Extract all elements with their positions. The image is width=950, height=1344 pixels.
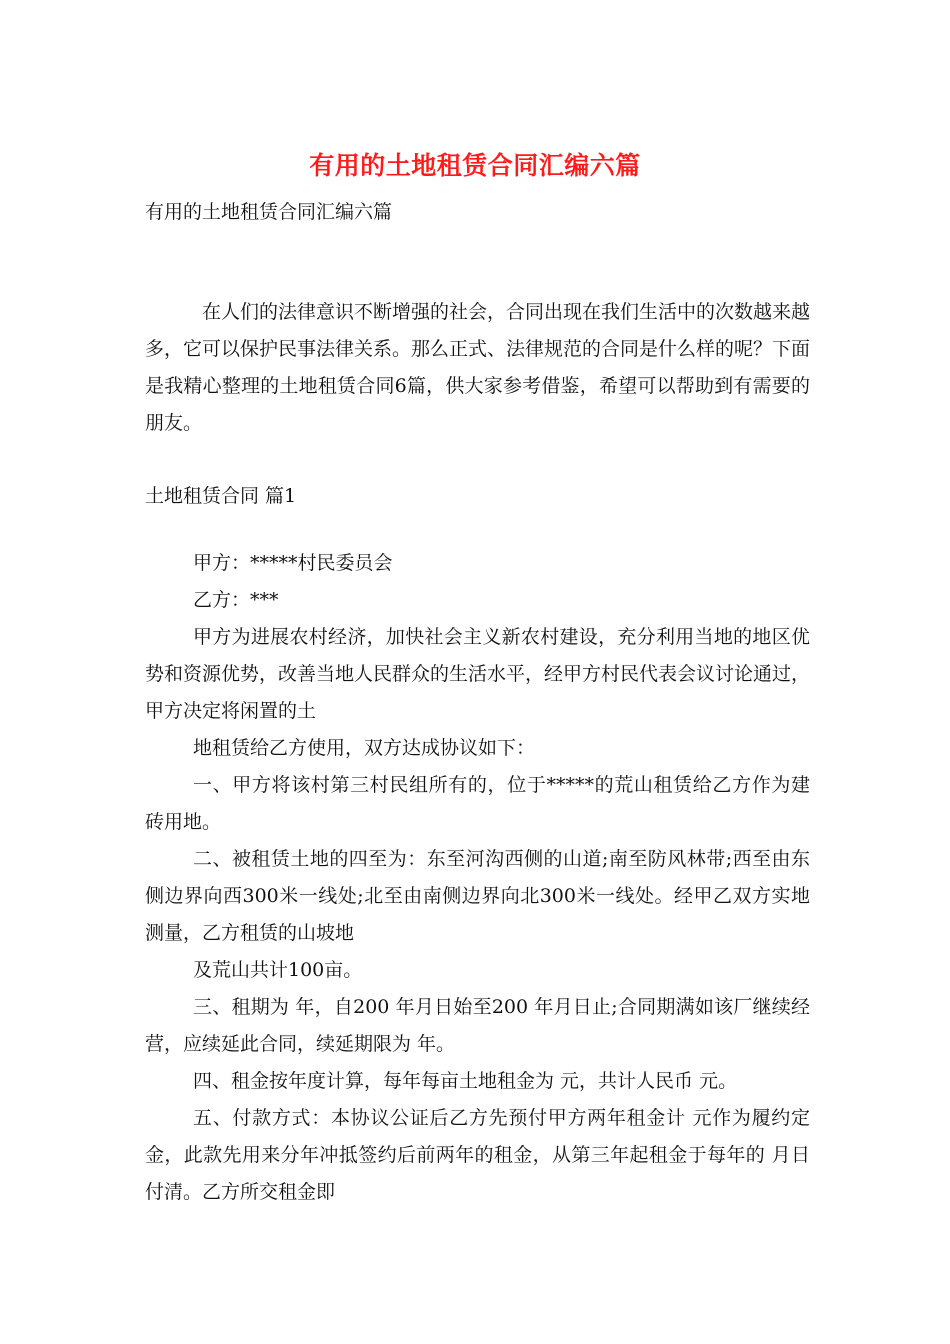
party-a-line: 甲方：*****村民委员会 (193, 552, 393, 574)
contract-body (145, 545, 810, 1211)
party-b-line: 乙方：*** (193, 589, 279, 611)
contract-clause-4: 四、租金按年度计算，每年每亩土地租金为 元，共计人民币 元。 (193, 1070, 738, 1092)
section-heading: 土地租赁合同 篇1 (145, 485, 297, 507)
contract-paragraph: 地租赁给乙方使用，双方达成协议如下： (193, 737, 536, 759)
contract-paragraph: 甲方为进展农村经济，加快社会主义新农村建设，充分利用当地的地区优势和资源优势，改善当地人民群众的生活水平，经甲方村民代表会议讨论通过，甲方决定将闲置的土 (145, 626, 811, 722)
document-title: 有用的土地租赁合同汇编六篇 (309, 151, 641, 180)
document-subtitle: 有用的土地租赁合同汇编六篇 (145, 201, 393, 223)
contract-paragraph: 及荒山共计100亩。 (193, 959, 363, 981)
contract-clause-3: 三、租期为 年，自200 年月日始至200 年月日止;合同期满如该厂继续经营，应续延此合同，续延期限为 年。 (145, 996, 810, 1055)
intro-paragraph: 在人们的法律意识不断增强的社会，合同出现在我们生活中的次数越来越多，它可以保护民事法律关系。那么正式、法律规范的合同是什么样的呢？下面是我精心整理的土地租赁合同6篇，供大家参考借鉴，希望可以帮助到有需要的朋友。 (145, 301, 811, 434)
contract-clause-1: 一、甲方将该村第三村民组所有的，位于*****的荒山租赁给乙方作为建砖用地。 (145, 774, 810, 833)
contract-clause-2: 二、被租赁土地的四至为：东至河沟西侧的山道;南至防风林带;西至由东侧边界向西300米一线处;北至由南侧边界向北300米一线处。经甲乙双方实地测量，乙方租赁的山坡地 (145, 848, 810, 944)
contract-clause-5: 五、付款方式：本协议公证后乙方先预付甲方两年租金计 元作为履约定金，此款先用来分年冲抵签约后前两年的租金，从第三年起租金于每年的 月日付清。乙方所交租金即 (145, 1107, 810, 1203)
